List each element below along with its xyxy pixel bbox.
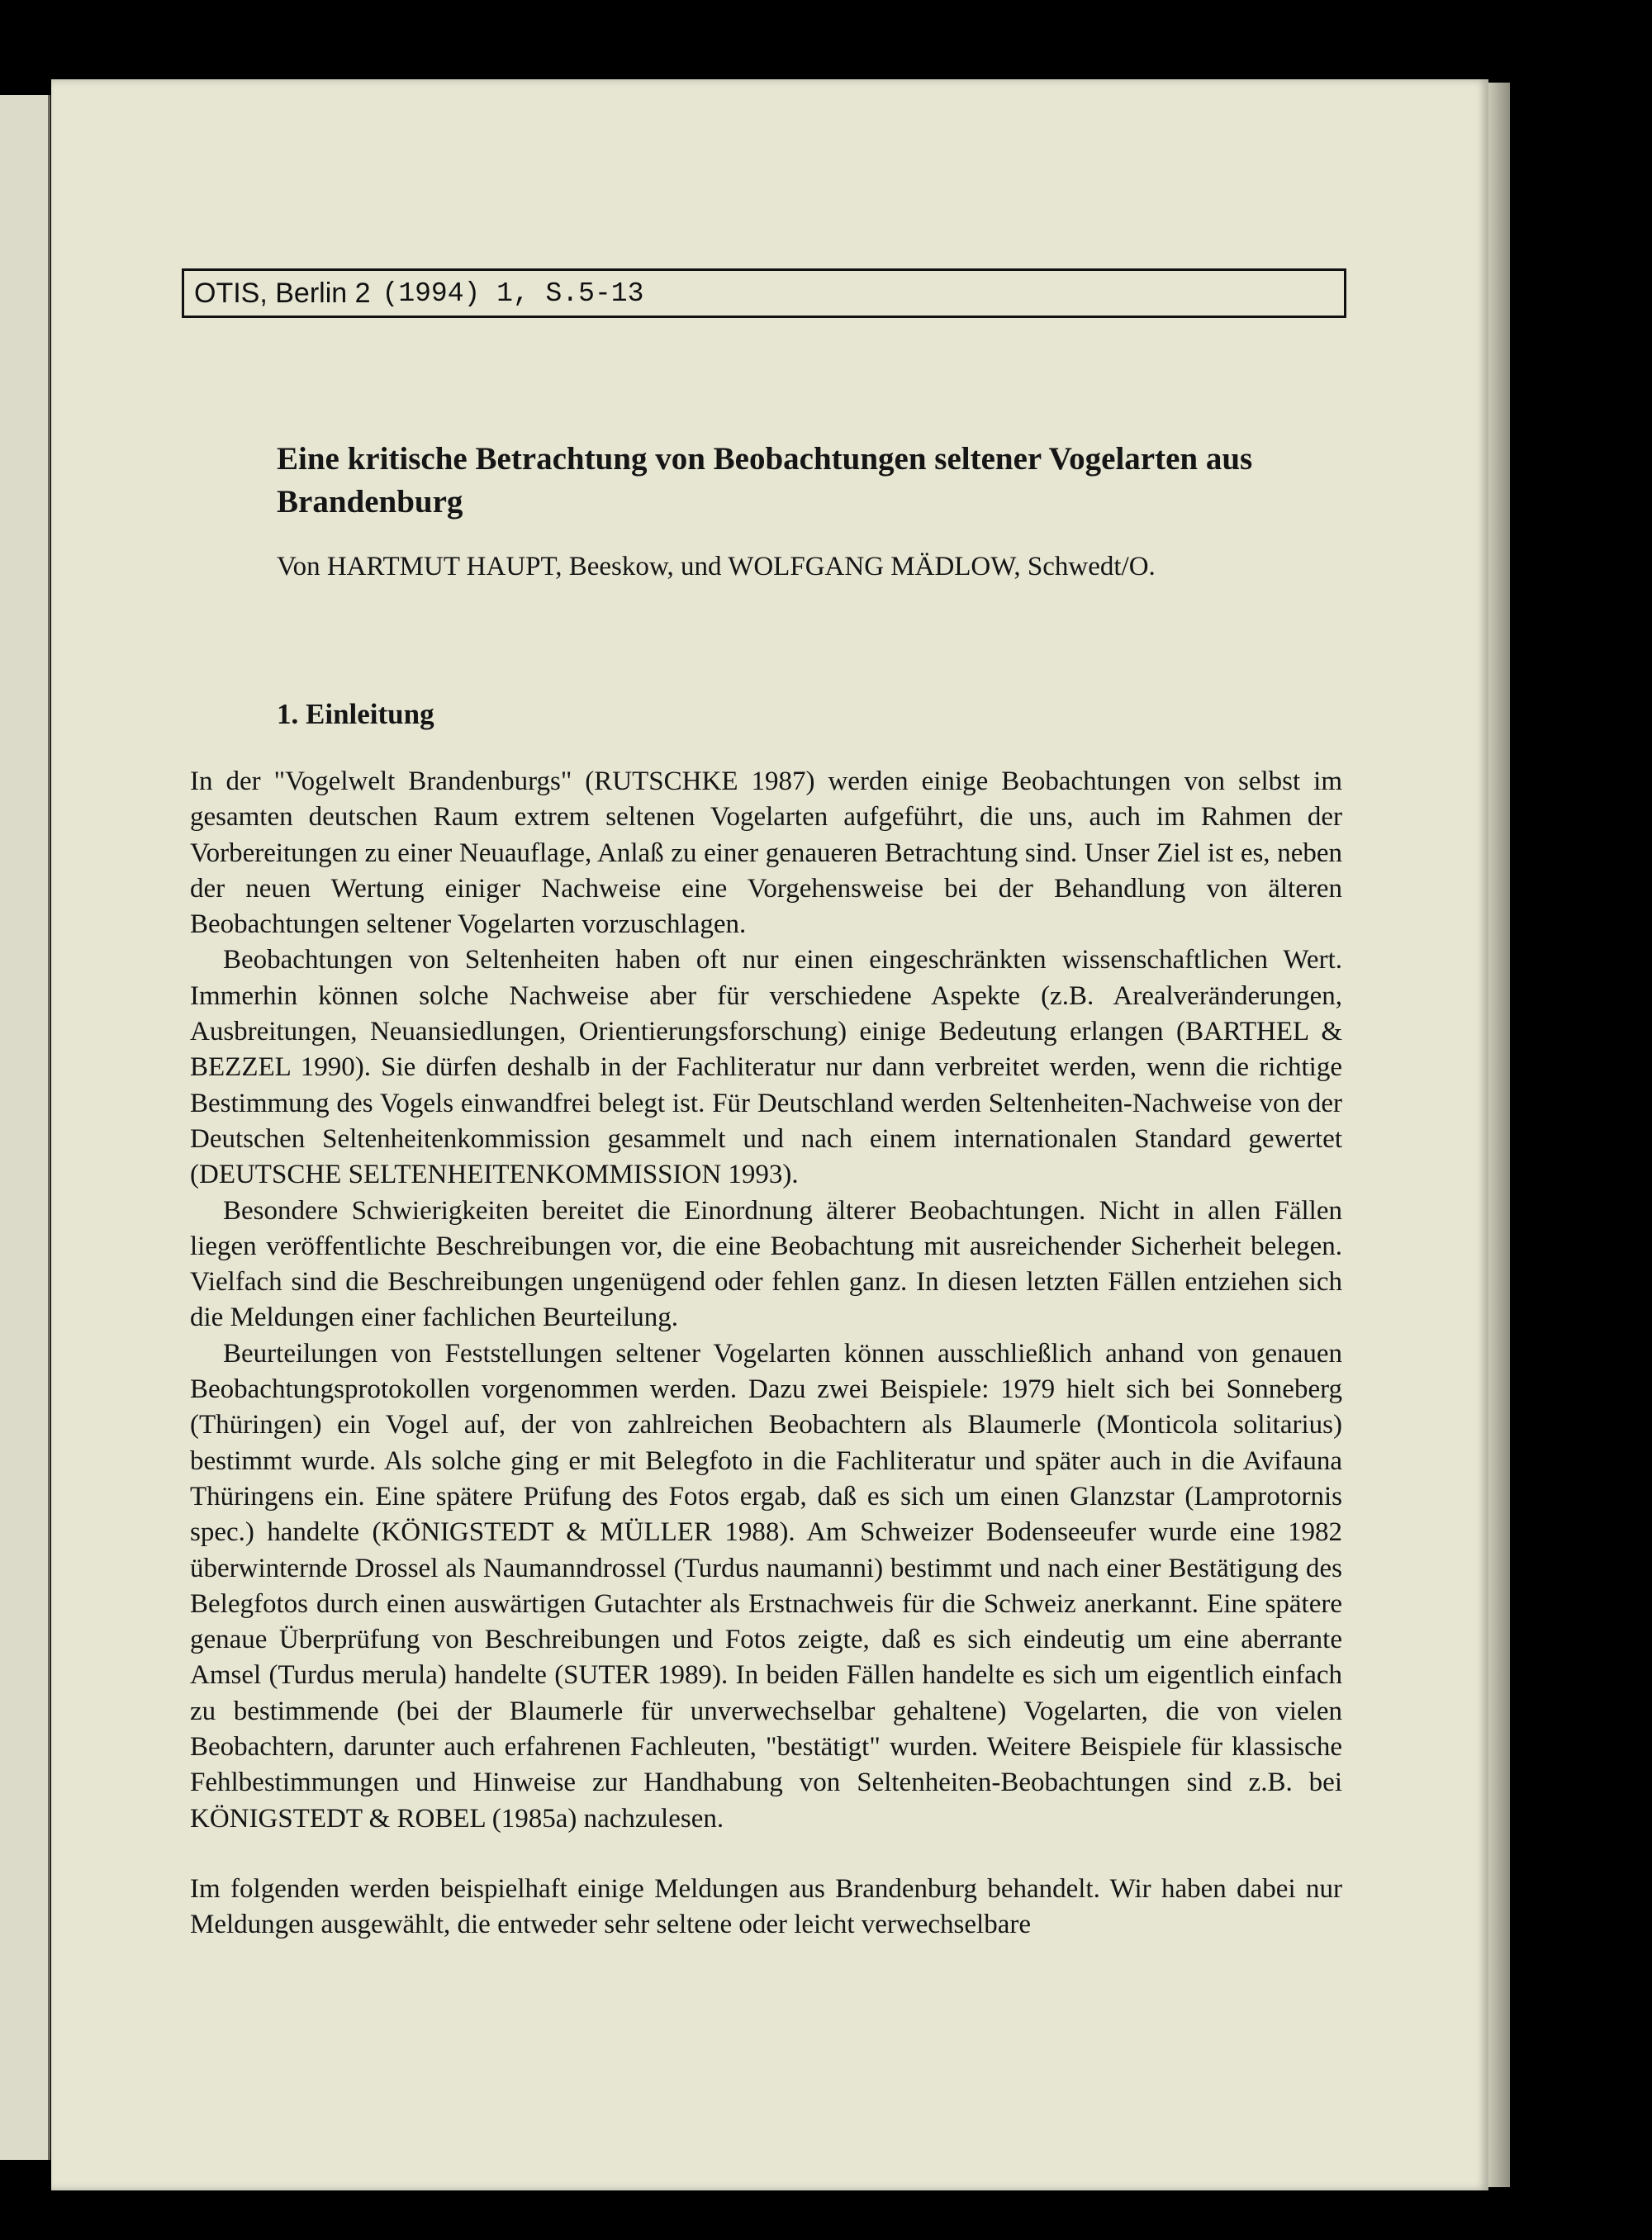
paragraph: Besondere Schwierigkeiten bereitet die Einordnung älterer Beobachtungen. Nicht in allen Fällen liegen veröffentlichte Beschreibungen vor, die eine Beobachtung mit ausreichender Sicherheit belegen. Vielfach sind die Beschreibungen ungenügend oder fehlen ganz. In diesen letzten Fällen entziehen sich die Meldungen einer fachlichen Beurteilung. [190, 1195, 1342, 1333]
article-authors: Von HARTMUT HAUPT, Beeskow, und WOLFGANG MÄDLOW, Schwedt/O. [277, 552, 1156, 581]
journal-name: OTIS, Berlin 2 [194, 277, 371, 309]
section-heading: 1. Einleitung [277, 698, 434, 730]
article-title: Eine kritische Betrachtung von Beobachtungen seltener Vogelarten aus Brandenburg [277, 441, 1253, 520]
journal-citation: (1994) 1, S.5-13 [382, 278, 644, 309]
paragraph: Beurteilungen von Feststellungen seltener Vogelarten können ausschließlich anhand von genauen Beobachtungsprotokollen vorgenommen werden. Dazu zwei Beispiele: 1979 hielt sich bei Sonneberg (Thüringen) ein Vogel auf, der von zahlreichen Beobachtern als Blaumerle (Monticola solitarius) bestimmt wurde. Als solche ging er mit Belegfoto in die Fachliteratur und später auch in die Avifauna Thüringens ein. Eine spätere Prüfung des Fotos ergab, daß es sich um einen Glanzstar (Lamprotornis spec.) handelte (KÖNIGSTEDT & MÜLLER 1988). Am Schweizer Bodenseeufer wurde eine 1982 überwinternde Drossel als Naumanndrossel (Turdus naumanni) bestimmt und nach einer Bestätigung des Belegfotos durch einen auswärtigen Gutachter als Erstnachweis für die Schweiz anerkannt. Eine spätere genaue Überprüfung von Beschreibungen und Fotos zeigte, daß es sich eindeutig um eine aberrante Amsel (Turdus merula) handelte (SUTER 1989). In beiden Fällen handelte es sich um eigentlich einfach zu bestimmende (bei der Blaumerle für unverwechselbar gehaltene) Vogelarten, die von vielen Beobachtern, darunter auch erfahrenen Fachleuten, "bestätigt" wurden. Weitere Beispiele für klassische Fehlbestimmungen und Hinweise zur Handhabung von Seltenheiten-Beobachtungen sind z.B. bei KÖNIGSTEDT & ROBEL (1985a) nachzulesen. [190, 1338, 1342, 1834]
paragraph: Beobachtungen von Seltenheiten haben oft nur einen eingeschränkten wissenschaftlichen Wert. Immerhin können solche Nachweise aber für verschiedene Aspekte (z.B. Arealveränderungen, Ausbreitungen, Neuansiedlungen, Orientierungsforschung) einige Bedeutung erlangen (BARTHEL & BEZZEL 1990). Sie dürfen deshalb in der Fachliteratur nur dann verbreitet werden, wenn die richtige Bestimmung des Vogels einwandfrei belegt ist. Für Deutschland werden Seltenheiten-Nachweise von der Deutschen Seltenheitenkommission gesammelt und nach einem internationalen Standard gewertet (DEUTSCHE SELTENHEITENKOMMISSION 1993). [190, 945, 1342, 1190]
article-body [190, 764, 1342, 1943]
paragraph: Im folgenden werden beispielhaft einige Meldungen aus Brandenburg behandelt. Wir haben dabei nur Meldungen ausgewählt, die entweder sehr seltene oder leicht verwechselbare [190, 1873, 1342, 1940]
facing-page-edge [0, 95, 50, 2160]
journal-header [182, 268, 1346, 318]
page-stack-edge [1488, 83, 1510, 2187]
paragraph: In der "Vogelwelt Brandenburgs" (RUTSCHKE 1987) werden einige Beobachtungen von selbst im gesamten deutschen Raum extrem seltenen Vogelarten aufgeführt, die uns, auch im Rahmen der Vorbereitungen zu einer Neuauflage, Anlaß zu einer genaueren Betrachtung sind. Unser Ziel ist es, neben der neuen Wertung einiger Nachweise eine Vorgehensweise bei der Behandlung von älteren Beobachtungen seltener Vogelarten vorzuschlagen. [190, 766, 1342, 940]
